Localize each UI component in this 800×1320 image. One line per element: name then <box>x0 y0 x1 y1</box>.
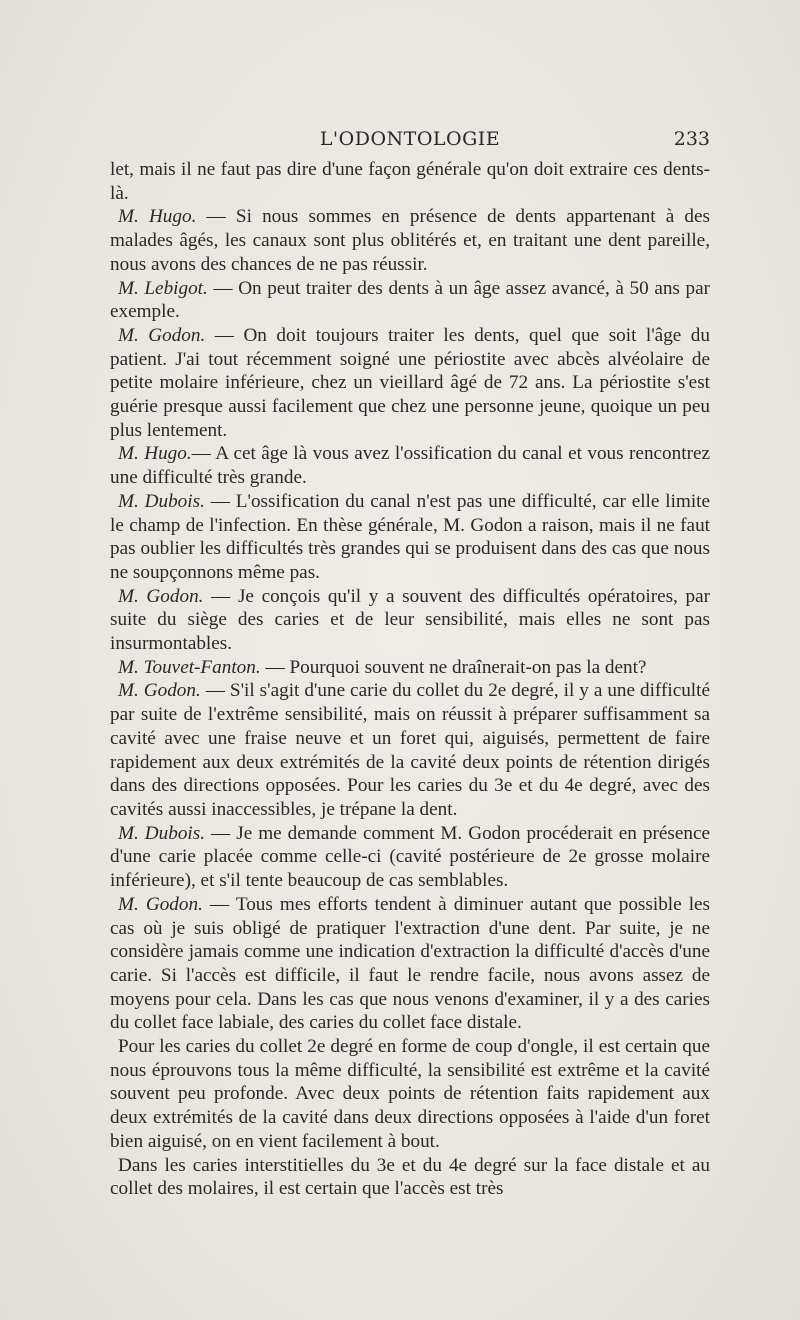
speaker-name: M. Godon. <box>118 893 203 915</box>
speaker-name: M. Lebigot. <box>118 277 208 299</box>
paragraph-text: — A cet âge là vous avez l'ossification du canal et vous rencontrez une difficulté très grande. <box>110 443 710 489</box>
speaker-name: M. Dubois. <box>118 822 206 844</box>
speaker-name: M. Dubois. <box>118 490 205 512</box>
paragraph-text: — L'ossification du canal n'est pas une difficulté, car elle limite le champ de l'infection. En thèse générale, M. Godon a raison, mais il ne faut pas oublier les difficultés très grandes qui se produisent dans des cas que nous ne soupçonnons même pas. <box>110 490 711 583</box>
paragraph <box>110 490 710 585</box>
paragraph-text: — S'il s'agit d'une carie du collet du 2e degré, il y a une difficulté par suite de l'extrême sensibilité, mais on réussit à préparer suffisamment sa cavité avec une fraise neuve et un foret qui, aiguisés, permettent de faire rapidement aux deux extrémités de la cavité deux points de rétention dirigés dans des directions opposées. Pour les caries du 3e et du 4e degré, avec des cavités aussi inaccessibles, je trépane la dent. <box>110 680 710 820</box>
speaker-name: M. Godon. <box>118 680 201 702</box>
paragraph-text: — Pourquoi souvent ne draînerait-on pas la dent? <box>260 656 647 678</box>
paragraph-text: let, mais il ne faut pas dire d'une façon générale qu'on doit extraire ces dents-là. <box>110 159 710 204</box>
paragraph-text: — On doit toujours traiter les dents, quel que soit l'âge du patient. J'ai tout récemment soigné une périostite avec abcès alvéolaire de petite molaire inférieure, chez un vieillard âgé de 72 ans. La périostite s'est guérie presque aussi facilement que chez une personne jeune, quoique un peu plus lentement. <box>110 324 710 441</box>
paragraph-text: Pour les caries du collet 2e degré en forme de coup d'ongle, il est certain que nous éprouvons tous la même difficulté, la sensibilité est extrême et la cavité souvent peu profonde. Avec deux points de rétention faits rapidement aux deux extrémités de la cavité dans deux directions opposées à l'aide d'un foret bien aiguisé, on en vient facilement à bout. <box>110 1036 710 1152</box>
speaker-name: M. Godon. <box>118 585 204 607</box>
speaker-name: M. Touvet-Fanton. <box>118 656 261 678</box>
paragraph <box>110 1035 710 1154</box>
page-header <box>110 128 710 158</box>
paragraph <box>110 585 710 656</box>
paragraph <box>110 893 710 1035</box>
speaker-name: M. Hugo. <box>118 443 192 465</box>
paragraph <box>110 442 710 489</box>
body-text <box>110 158 710 1201</box>
paragraph-text: — Tous mes efforts tendent à diminuer autant que possible les cas où je suis obligé de pratiquer l'extraction d'une dent. Par suite, je ne considère jamais comme une indication d'extraction la difficulté d'accès d'une carie. Si l'accès est difficile, il faut le rendre facile, nous avons assez de moyens pour cela. Dans les cas que nous venons d'examiner, il y a des caries du collet face labiale, des caries du collet face distale. <box>110 893 711 1034</box>
paragraph <box>110 277 710 324</box>
paragraph-text: — Je me demande comment M. Godon procéderait en présence d'une carie placée comme celle-ci (cavité postérieure de 2e grosse molaire inférieure), et s'il tente beaucoup de cas semblables. <box>110 822 710 892</box>
paragraph-text: Dans les caries interstitielles du 3e et du 4e degré sur la face distale et au collet des molaires, il est certain que l'accès est très <box>110 1154 710 1200</box>
paragraph <box>110 205 710 276</box>
speaker-name: M. Godon. <box>118 324 206 346</box>
paragraph-text: — Je conçois qu'il y a souvent des difficultés opératoires, par suite du siège des caries et de leur sensibilité, mais elles ne sont pas insurmontables. <box>110 585 711 655</box>
paragraph <box>110 679 710 821</box>
paragraph-text: — Si nous sommes en présence de dents appartenant à des malades âgés, les canaux sont plus oblitérés et, en traitant une dent pareille, nous avons des chances de ne pas réussir. <box>110 206 711 275</box>
speaker-name: M. Hugo. <box>118 206 197 228</box>
paragraph <box>110 656 710 680</box>
page-number: 233 <box>673 128 710 150</box>
paragraph <box>110 158 710 205</box>
paragraph <box>110 324 710 443</box>
paragraph <box>110 822 710 893</box>
paragraph <box>110 1154 710 1201</box>
running-title: L'ODONTOLOGIE <box>319 128 501 150</box>
paragraph-text: — On peut traiter des dents à un âge assez avancé, à 50 ans par exemple. <box>110 277 710 323</box>
